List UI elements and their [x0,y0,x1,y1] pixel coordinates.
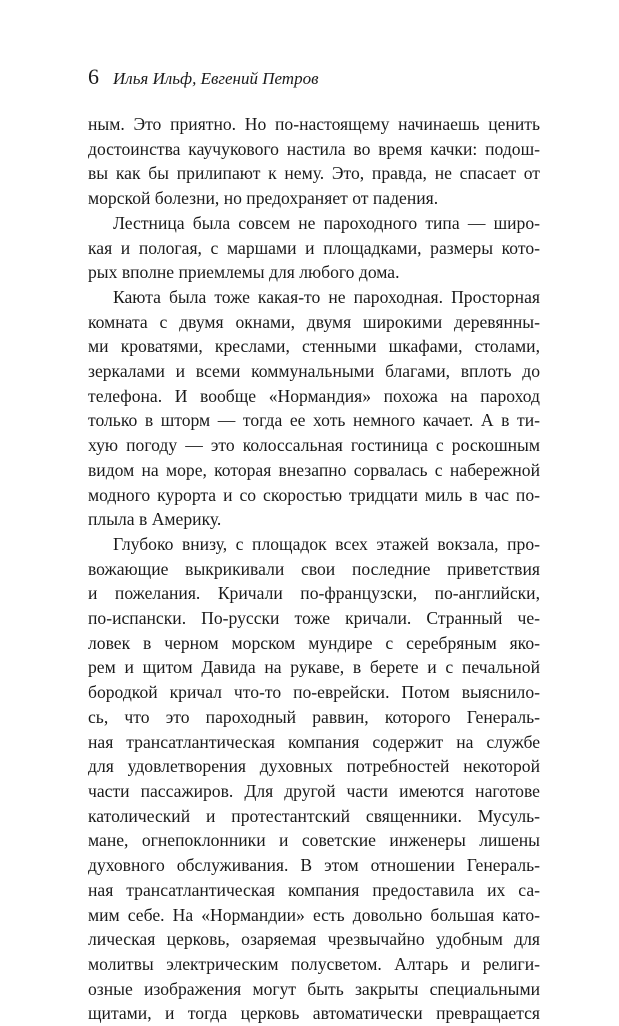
text-line: бородкой кричал что-то по-еврейски. Потом выяснило- [88,682,540,703]
text-line: мим себе. На «Нормандии» есть довольно большая като- [88,904,540,925]
text-line: достоинства каучукового настила во время качки: подош- [88,138,540,159]
text-line: только в шторм — тогда ее хоть немного качает. А в ти- [88,410,540,431]
text-line: видом на море, которая внезапно сорвалась с набережной [88,459,540,480]
page-number: 6 [88,64,99,89]
text-line: духовного обслуживания. В этом отношении Генераль- [88,855,540,876]
book-page [88,62,540,1026]
text-line: для удовлетворения духовных потребностей некоторой [88,756,540,777]
text-line: комната с двумя окнами, двумя широкими деревянны- [88,311,540,332]
text-line: телефона. И вообще «Нормандия» похожа на пароход [88,385,540,406]
text-line: ная трансатлантическая компания предоставила их са- [88,879,540,900]
text-line: озные изображения могут быть закрыты специальными [88,978,540,999]
text-line: Лестница была совсем не пароходного типа — широ- [113,212,540,233]
text-line: ми кроватями, креслами, стенными шкафами, столами, [88,336,540,357]
text-line: рем и щитом Давида на рукаве, в берете и с печальной [88,657,540,678]
text-line: морской болезни, но предохраняет от падения. [88,188,439,209]
text-line: щитами, и тогда церковь автоматически превращается [88,1003,540,1024]
text-line: и пожелания. Кричали по-французски, по-английски, [88,583,540,604]
paragraph [88,285,540,532]
text-line: ловек в черном морском мундире с серебряным яко- [88,632,540,653]
paragraph [88,532,540,1026]
text-line: мане, огнепоклонники и советские инженеры лишены [88,830,540,851]
text-line: кая и пологая, с маршами и площадками, размеры кото- [88,237,540,258]
text-line: сь, что это пароходный раввин, которого Генераль- [88,706,540,727]
text-line: ная трансатлантическая компания содержит на службе [88,731,540,752]
text-line: молитвы электрическим полусветом. Алтарь и религи- [88,953,540,974]
text-line: вы как бы прилипают к нему. Это, правда, не спасает от [88,163,540,184]
text-line: зеркалами и всеми коммунальными благами, вплоть до [88,361,540,382]
text-line: католический и протестантский священники. Мусуль- [88,805,540,826]
paragraph [88,112,540,211]
text-line: части пассажиров. Для другой части имеются наготове [88,780,540,801]
text-line: ным. Это приятно. Но по-настоящему начинаешь ценить [88,114,540,134]
text-line: вожающие выкрикивали свои последние приветствия [88,558,540,579]
text-line: Глубоко внизу, с площадок всех этажей вокзала, про- [113,533,540,554]
text-line: лическая церковь, озаряемая чрезвычайно удобным для [88,929,540,950]
text-line: Каюта была тоже какая-то не пароходная. Просторная [113,286,540,307]
text-line: плыла в Америку. [88,509,222,530]
running-head [88,62,540,92]
paragraph [88,211,540,285]
running-title: Илья Ильф, Евгений Петров [113,69,319,88]
text-line: по-испански. По-русски тоже кричали. Странный че- [88,608,540,629]
text-line: хую погоду — это колоссальная гостиница с роскошным [88,435,540,456]
text-line: рых вполне приемлемы для любого дома. [88,262,400,283]
body-text [88,112,540,1026]
text-line: модного курорта и со скоростью тридцати миль в час по- [88,484,540,505]
